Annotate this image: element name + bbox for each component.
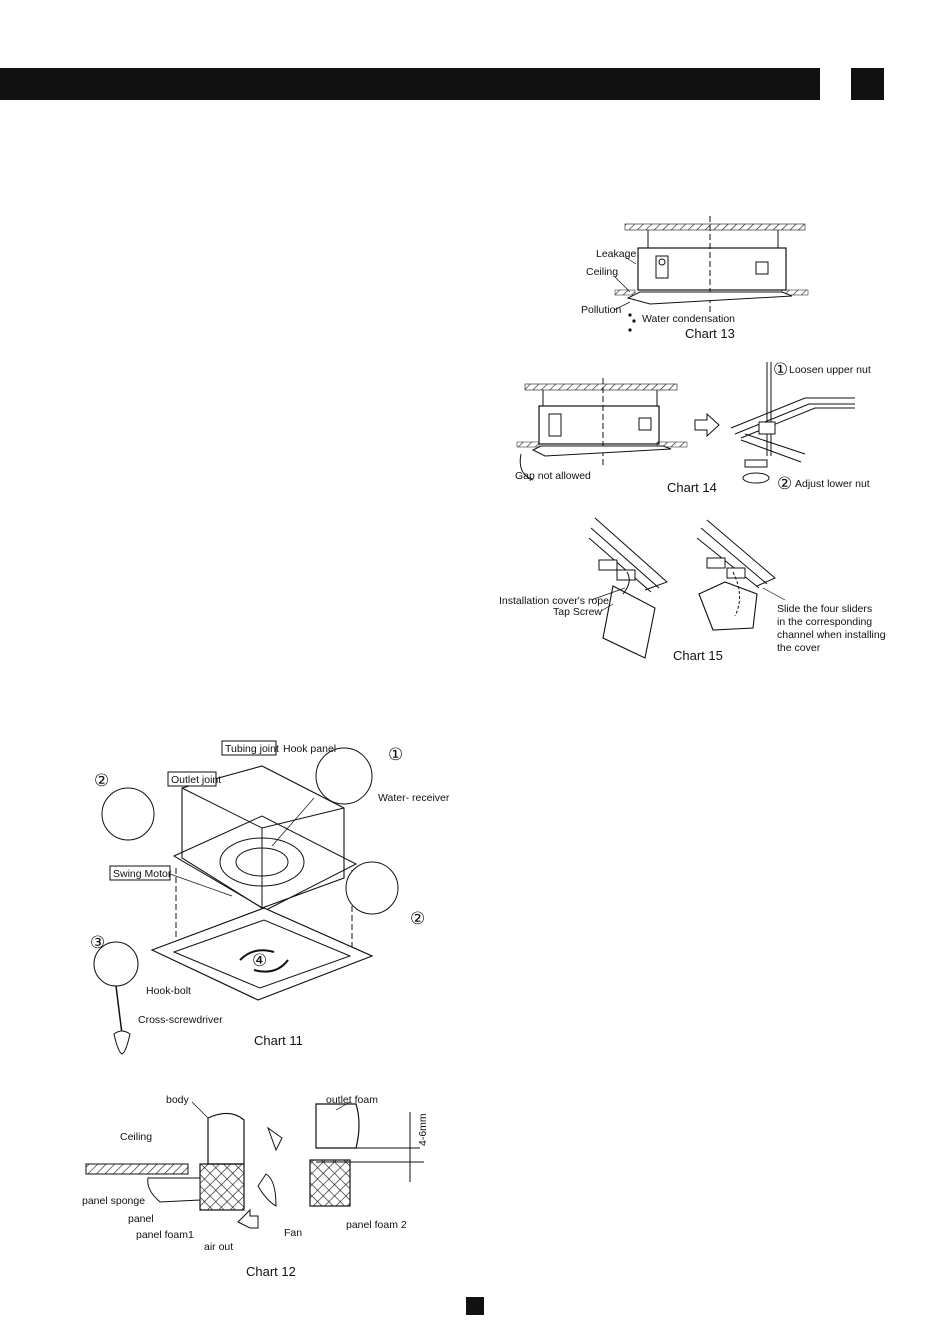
panel-foam-2-label: panel foam 2: [346, 1219, 407, 1231]
step-3-number: ③: [90, 933, 106, 952]
chart-13-caption: Chart 13: [685, 326, 735, 341]
step-2-number: ②: [777, 474, 793, 493]
water-condensation-label: Water condensation: [642, 313, 735, 325]
leakage-label: Leakage: [596, 248, 637, 260]
step-4-number: ④: [252, 951, 268, 970]
chart-14-caption: Chart 14: [667, 480, 717, 495]
hook-bolt-label: Hook-bolt: [146, 985, 191, 997]
panel-sponge-label: panel sponge: [82, 1195, 146, 1207]
loosen-upper-nut-label: Loosen upper nut: [789, 364, 871, 376]
chart-14-figure: [505, 358, 885, 503]
chart-12-caption: Chart 12: [246, 1264, 296, 1279]
footer-page-marker: [466, 1297, 484, 1315]
tap-screw-label: Tap Screw: [553, 606, 603, 618]
adjust-lower-nut-label: Adjust lower nut: [795, 478, 870, 490]
gap-not-allowed-label: Gap not allowed: [515, 470, 591, 482]
water-receiver-label: Water- receiver: [378, 792, 450, 804]
chart-11-caption: Chart 11: [254, 1033, 303, 1048]
outlet-foam-label: outlet foam: [326, 1094, 378, 1106]
step-2a-number: ②: [94, 771, 110, 790]
swing-motor-label: Swing Motor: [113, 868, 172, 880]
body-label: body: [166, 1094, 189, 1106]
hook-panel-label: Hook panel: [283, 743, 337, 755]
slide-instruction-line-1: Slide the four sliders: [777, 603, 873, 615]
outlet-joint-label: Outlet joint: [171, 774, 222, 786]
slide-instruction-line-3: channel when installing: [777, 629, 886, 641]
chart-12-figure: [80, 1088, 450, 1283]
chart-15-figure: [495, 508, 885, 678]
tubing-joint-label: Tubing joint: [225, 743, 279, 755]
ceiling-label: Ceiling: [120, 1131, 153, 1143]
installation-cover-rope-label: Installation cover's rope: [499, 595, 609, 607]
step-1-number: ①: [388, 745, 404, 764]
panel-label: panel: [128, 1213, 154, 1225]
gap-dimension-label: 4-6mm: [417, 1113, 429, 1146]
slide-instruction-line-4: the cover: [777, 642, 821, 654]
fan-label: Fan: [284, 1227, 303, 1239]
chart-11-figure: [82, 738, 462, 1073]
section-header-bar: [0, 68, 820, 100]
cross-screwdriver-label: Cross-screwdriver: [138, 1014, 223, 1026]
air-out-label: air out: [204, 1241, 234, 1253]
chart-15-caption: Chart 15: [673, 648, 723, 663]
step-1-number: ①: [773, 360, 789, 379]
step-2b-number: ②: [410, 909, 426, 928]
pollution-label: Pollution: [581, 304, 622, 316]
page-number-tab: [851, 68, 884, 100]
slide-instruction-line-2: in the corresponding: [777, 616, 873, 628]
chart-13-figure: [570, 212, 820, 347]
ceiling-label: Ceiling: [586, 266, 619, 278]
panel-foam1-label: panel foam1: [136, 1229, 194, 1241]
